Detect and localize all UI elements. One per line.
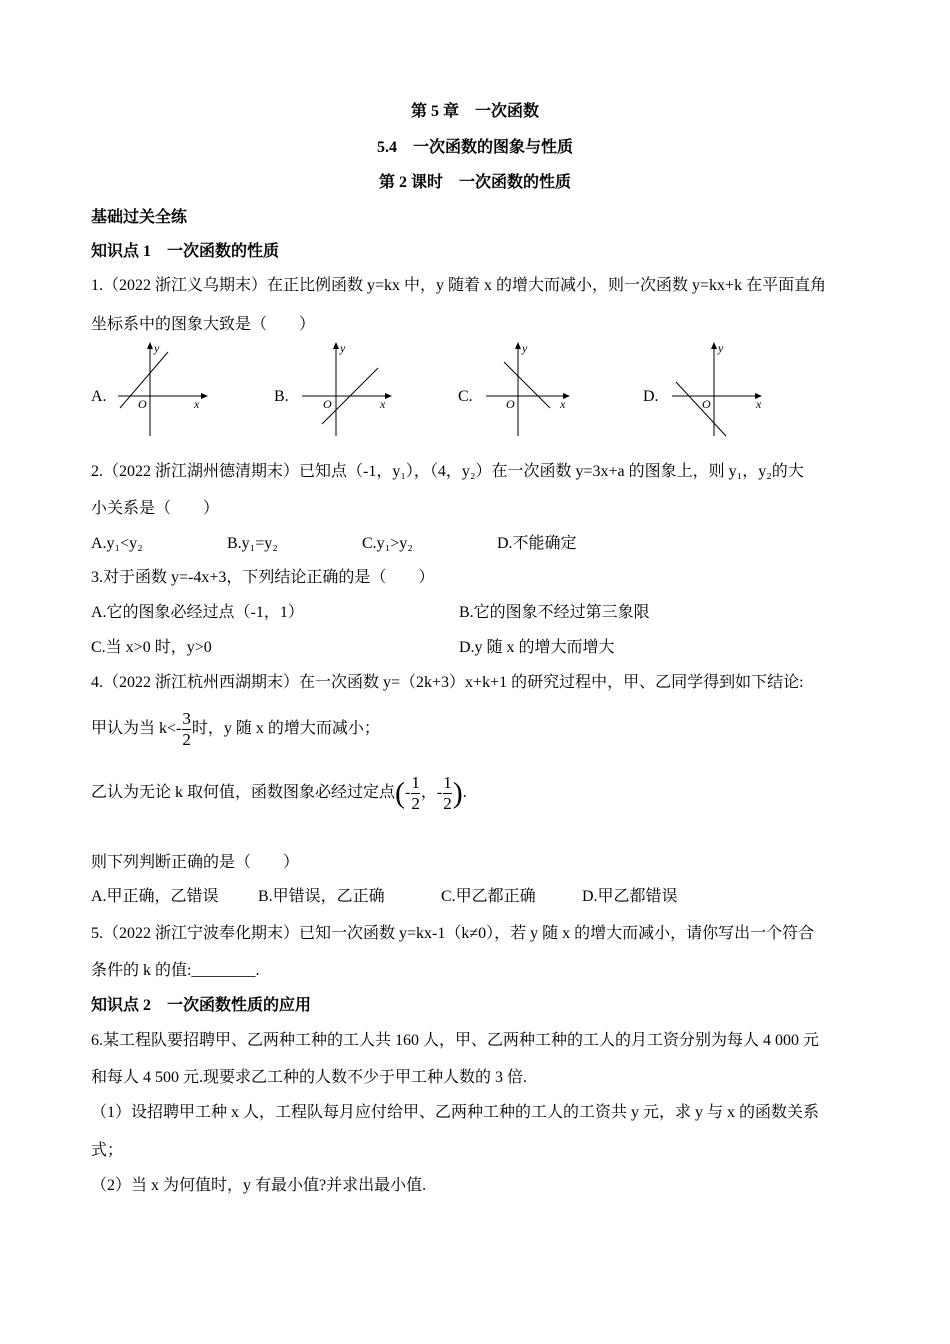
svg-text:y: y [718,341,724,355]
q6-part2: （2）当 x 为何值时，y 有最小值?并求出最小值. [91,1177,427,1194]
section-title: 5.4 一次函数的图象与性质 [376,139,573,156]
fraction-3-over-2: $\frac{3}{2}$ [182,708,191,749]
svg-text:O: O [702,397,711,411]
knowledge-point-1: 知识点 1 一次函数的性质 [91,243,280,260]
q4-yi-statement: 乙认为无论 k 取何值，函数图象必经过定点(- $\frac{1}{2}$ ，- $\frac{1}{2}$ ). [91,772,467,813]
svg-text:x: x [560,397,566,411]
svg-text:x: x [756,397,762,411]
q1-option-c-label[interactable]: C. [458,388,473,405]
q3-option-b[interactable]: B.它的图象不经过第三象限 [459,604,650,621]
q1-option-b-label[interactable]: B. [274,388,289,405]
q4-stem-line1: 4.（2022 浙江杭州西湖期末）在一次函数 y=（2k+3）x+k+1 的研究过程中，甲、乙同学得到如下结论: [91,674,804,691]
q2-option-c[interactable]: C.y₁>y₂ [362,535,413,552]
q1-stem-line2: 坐标系中的图象大致是（ ） [91,316,316,333]
q5-stem-line2: 条件的 k 的值:________. [91,962,260,979]
q3-option-c[interactable]: C.当 x>0 时，y>0 [91,639,212,656]
q3-option-a[interactable]: A.它的图象必经过点（-1，1） [91,604,304,621]
svg-text:y: y [522,341,528,355]
q2-option-d[interactable]: D.不能确定 [497,535,577,552]
q1-option-a-label[interactable]: A. [91,388,107,405]
q4-option-b[interactable]: B.甲错误，乙正确 [258,888,385,905]
q1-option-d-label[interactable]: D. [643,388,659,405]
svg-text:O: O [323,397,332,411]
svg-text:x: x [380,397,386,411]
q4-jia-statement: 甲认为当 k<- $\frac{3}{2}$ 时，y 随 x 的增大而减小； [91,708,380,749]
svg-text:O: O [506,397,515,411]
svg-text:x: x [194,397,200,411]
q4-ask: 则下列判断正确的是（ ） [91,854,300,871]
fraction-1-over-2-b: $\frac{1}{2}$ [443,772,452,813]
svg-text:y: y [154,341,160,355]
q2-option-b[interactable]: B.y₁=y₂ [227,535,278,552]
q3-stem: 3.对于函数 y=-4x+3，下列结论正确的是（ ） [91,569,435,586]
knowledge-point-2: 知识点 2 一次函数性质的应用 [91,997,312,1014]
chapter-title: 第 5 章 一次函数 [410,103,539,120]
svg-text:y: y [340,341,346,355]
q4-option-a[interactable]: A.甲正确，乙错误 [91,888,219,905]
q1-option-b-graph[interactable] [300,340,395,438]
q3-option-d[interactable]: D.y 随 x 的增大而增大 [459,639,615,656]
q1-option-a-graph[interactable] [116,340,211,438]
q6-part1-line2: 式； [91,1142,124,1159]
q6-part1-line1: （1）设招聘甲工种 x 人，工程队每月应付给甲、乙两种工种的工人的工资共 y 元，求 y 与 x 的函数关系 [91,1104,820,1121]
q2-stem-line1: 2.（2022 浙江湖州德清期末）已知点（-1，y₁），（4，y₂）在一次函数 y=3x+a 的图象上，则 y₁，y₂的大 [91,463,804,480]
q6-stem-line2: 和每人 4 500 元.现要求乙工种的人数不少于甲工种人数的 3 倍. [91,1069,528,1086]
lesson-title: 第 2 课时 一次函数的性质 [378,174,571,191]
q1-stem-line1: 1.（2022 浙江义乌期末）在正比例函数 y=kx 中，y 随着 x 的增大而减小，则一次函数 y=kx+k 在平面直角 [91,277,827,294]
q1-option-c-graph[interactable] [484,340,579,438]
q2-stem-line2: 小关系是（ ） [91,500,220,517]
fraction-1-over-2-a: $\frac{1}{2}$ [411,772,420,813]
q4-option-d[interactable]: D.甲乙都错误 [582,888,678,905]
q1-option-d-graph[interactable] [670,340,770,438]
q6-stem-line1: 6.某工程队要招聘甲、乙两种工种的工人共 160 人，甲、乙两种工种的工人的月工资分别为每人 4 000 元 [91,1032,820,1049]
q5-stem-line1: 5.（2022 浙江宁波奉化期末）已知一次函数 y=kx-1（k≠0），若 y 随 x 的增大而减小，请你写出一个符合 [91,925,815,942]
svg-text:O: O [138,397,147,411]
part-heading: 基础过关全练 [91,209,188,226]
q4-option-c[interactable]: C.甲乙都正确 [441,888,536,905]
q2-option-a[interactable]: A.y₁<y₂ [91,535,143,552]
